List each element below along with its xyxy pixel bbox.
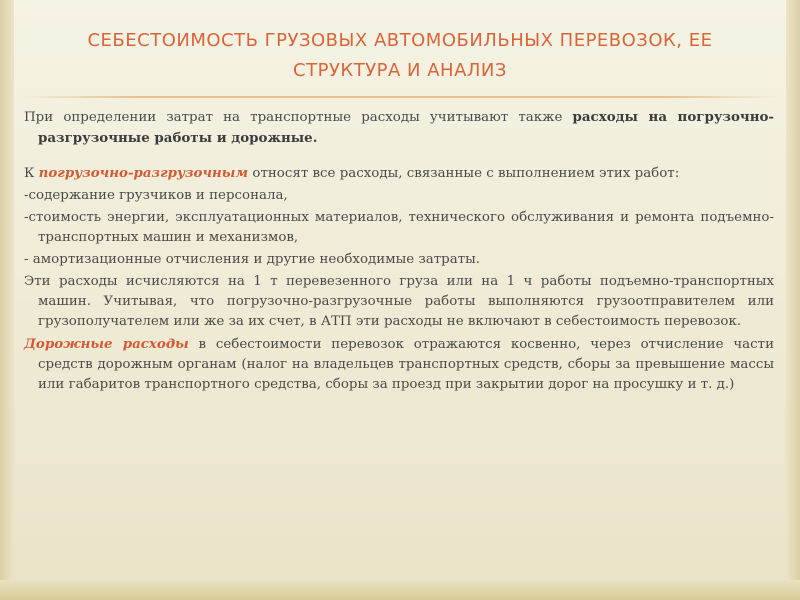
- paragraph-cost-calculation: Эти расходы исчисляются на 1 т перевезенного груза или на 1 ч работы подъемно-транспортных машин. Учитывая, что погрузочно-разгрузочные работы выполняются грузоотправителем или грузополучателем или же за их счет, в АТП эти расходы не включают в себестоимость перевозок.: [24, 274, 774, 329]
- slide-title-line-2: СТРУКТУРА И АНАЛИЗ: [293, 60, 507, 81]
- left-border-decoration: [0, 0, 14, 600]
- paragraph-4-rest: в себестоимости перевозок отражаются косвенно, через отчисление части средств дорожным органам (налог на владельцев транспортных средств, сборы за превышение массы или габаритов транспортного средства, сборы за проезд при закрытии дорог на просушку и т. д.): [38, 337, 774, 392]
- paragraph-road-costs: [24, 334, 774, 395]
- bottom-border-decoration: [0, 580, 800, 600]
- paragraph-1-emphasis: расходы на погрузочно-разгрузочные работы и дорожные.: [38, 109, 774, 146]
- slide-title: [40, 26, 760, 86]
- paragraph-2-accent: погрузочно-разгрузочным: [38, 165, 249, 181]
- paragraph-1-text: При определении затрат на транспортные расходы учитывают также: [24, 110, 573, 125]
- paragraph-2-rest: относят все расходы, связанные с выполнением этих работ:: [248, 166, 680, 181]
- slide-title-line-1: СЕБЕСТОИМОСТЬ ГРУЗОВЫХ АВТОМОБИЛЬНЫХ ПЕРЕВОЗОК, ЕЕ: [87, 30, 713, 51]
- slide-body: [24, 107, 774, 397]
- right-border-decoration: [786, 0, 800, 600]
- paragraph-4-accent: Дорожные расходы: [24, 336, 189, 352]
- paragraph-2-start: К: [24, 166, 39, 181]
- list-item-staff: -содержание грузчиков и персонала,: [24, 188, 288, 203]
- list-item-energy: -стоимость энергии, эксплуатационных материалов, технического обслуживания и ремонта подъемно-транспортных машин и механизмов,: [24, 210, 774, 245]
- title-divider: [18, 96, 782, 98]
- paragraph-transport-costs: [24, 107, 774, 149]
- paragraph-loading-costs: [24, 163, 774, 184]
- list-item-depreciation: - амортизационные отчисления и другие необходимые затраты.: [24, 252, 481, 267]
